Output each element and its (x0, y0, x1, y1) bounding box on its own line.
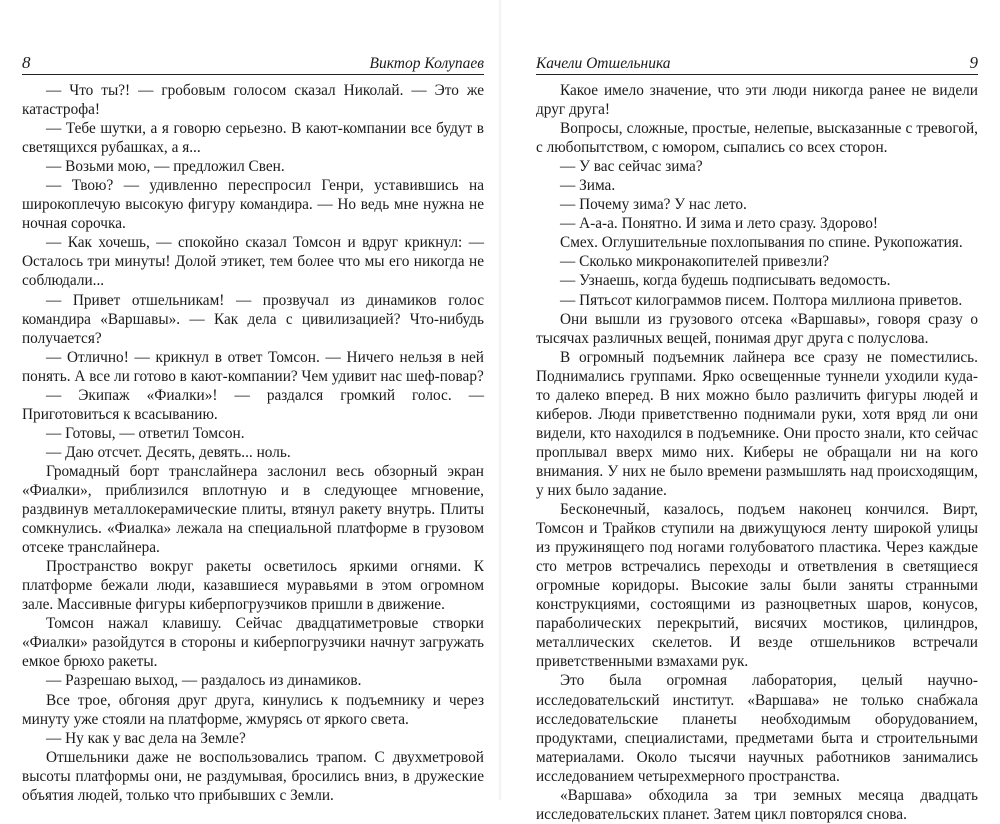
paragraph: Томсон нажал клавишу. Сейчас двадцатиметровые створки «Фиалки» разойдутся в стороны и киберпогрузчики начнут загружать емкое брюхо ракеты. (22, 615, 484, 671)
paragraph: — Привет отшельникам! — прозвучал из динамиков голос командира «Варшавы». — Как дела с цивилизацией? Что-нибудь получается? (22, 291, 484, 347)
paragraph: «Варшава» обходила за три земных месяца двадцать исследовательских планет. Затем цикл повторялся снова. (536, 786, 978, 823)
paragraph: Вопросы, сложные, простые, нелепые, высказанные с тревогой, с любопытством, с юмором, сыпались со всех сторон. (536, 120, 978, 157)
paragraph: Они вышли из грузового отсека «Варшавы», говоря сразу о тысячах различных вещей, понимая друг друга с полуслова. (536, 310, 978, 347)
paragraph: — Сколько микронакопителей привезли? (560, 253, 830, 271)
page-number: 9 (969, 53, 978, 72)
paragraph: Какое имело значение, что эти люди никогда ранее не видели друг друга! (536, 82, 978, 119)
page-number: 8 (22, 53, 31, 72)
paragraph: — У вас сейчас зима? (560, 158, 703, 176)
paragraph: — А-а-а. Понятно. И зима и лето сразу. Здорово! (560, 215, 878, 233)
paragraph: Громадный борт транслайнера заслонил весь обзорный экран «Фиалки», приблизился вплотную и в следующее мгновение, раздвинув металлокерамические плиты, втянул ракету внутрь. Плиты сомкнулись. «Фиалка» лежала на специальной платформе в грузовом отсеке транслайнера. (22, 462, 484, 557)
paragraph: — Разрешаю выход, — раздалось из динамиков. (46, 672, 362, 690)
paragraph: — Почему зима? У нас лето. (560, 196, 747, 214)
paragraph: — Зима. (560, 177, 616, 195)
paragraph: Отшельники даже не воспользовались трапом. С двухметровой высоты платформы они, не раздумывая, бросились вниз, в дружеские объятия людей, только что прибывших с Земли. (22, 748, 484, 804)
paragraph: — Твою? — удивленно переспросил Генри, уставившись на широкоплечую высокую фигуру командира. — Но ведь мне нужна не ночная сорочка. (22, 177, 484, 233)
paragraph: — Отлично! — крикнул в ответ Томсон. — Ничего нельзя в ней понять. А все ли готово в кают-компании? Чем удивит нас шеф-повар? (22, 348, 484, 385)
right-page-header (536, 54, 978, 75)
paragraph: — Пятьсот килограммов писем. Полтора миллиона приветов. (560, 291, 963, 309)
paragraph: Пространство вокруг ракеты осветилось яркими огнями. К платформе бежали люди, казавшиеся муравьями в этом огромном зале. Массивные фигуры киберпогрузчиков пришли в движение. (22, 558, 484, 614)
right-page-body (536, 81, 978, 824)
paragraph: — Возьми мою, — предложил Свен. (46, 158, 285, 176)
paragraph: — Экипаж «Фиалки»! — раздался громкий голос. — Приготовиться к всасыванию. (22, 386, 484, 423)
paragraph: — Даю отсчет. Десять, девять... ноль. (46, 443, 291, 461)
paragraph: Смех. Оглушительные похлопывания по спине. Рукопожатия. (560, 234, 963, 252)
paragraph: — Ну как у вас дела на Земле? (46, 729, 246, 747)
paragraph: Бесконечный, казалось, подъем наконец кончился. Вирт, Томсон и Трайков ступили на движущуюся ленту широкой улицы из пружинящего под ногами голубоватого пластика. Через каждые сто метров встречались переходы и ответвления в светящиеся огромные коридоры. Высокие залы были заняты странными конструкциями, состоящими из разноцветных шаров, конусов, параболических перекрытий, висячих мостиков, цилиндров, металлических скелетов. И везде отшельников встречали приветственными взмахами рук. (536, 501, 978, 671)
left-page-header (22, 54, 484, 75)
running-head: Виктор Колупаев (369, 55, 484, 72)
right-page (500, 0, 1000, 823)
paragraph: Все трое, обгоняя друг друга, кинулись к подъемнику и через минуту уже стояли на платформе, жмурясь от яркого света. (22, 691, 484, 728)
running-head: Качели Отшельника (536, 55, 671, 72)
paragraph: Это была огромная лаборатория, целый научно-исследовательский институт. «Варшава» не только снабжала исследовательские планеты необходимым оборудованием, продуктами, специалистами, предметами быта и строительными материалами. Около тысячи научных работников занимались исследованием четырехмерного пространства. (536, 672, 978, 785)
paragraph: — Тебе шутки, а я говорю серьезно. В кают-компании все будут в светящихся рубашках, а я... (22, 120, 484, 157)
paragraph: — Готовы, — ответил Томсон. (46, 424, 245, 442)
paragraph: — Узнаешь, когда будешь подписывать ведомость. (560, 272, 891, 290)
paragraph: — Что ты?! — гробовым голосом сказал Николай. — Это же катастрофа! (22, 82, 484, 119)
paragraph: — Как хочешь, — спокойно сказал Томсон и вдруг крикнул: — Осталось три минуты! Долой этикет, тем более что мы его никогда не соблюдали... (22, 234, 484, 290)
left-page-body (22, 81, 484, 805)
left-page (0, 0, 500, 804)
paragraph: В огромный подъемник лайнера все сразу не поместились. Поднимались группами. Ярко освещенные туннели уходили куда-то далеко вперед. В них можно было различить фигуры людей и киберов. Люди приветственно поднимали руки, хотя вряд ли они видели, кто находился в подъемнике. Они просто знали, кто сейчас проплывал вверх мимо них. Киберы не обращали ни на кого внимания. У них не было времени размышлять над происходящим, у них было задание. (536, 348, 978, 499)
